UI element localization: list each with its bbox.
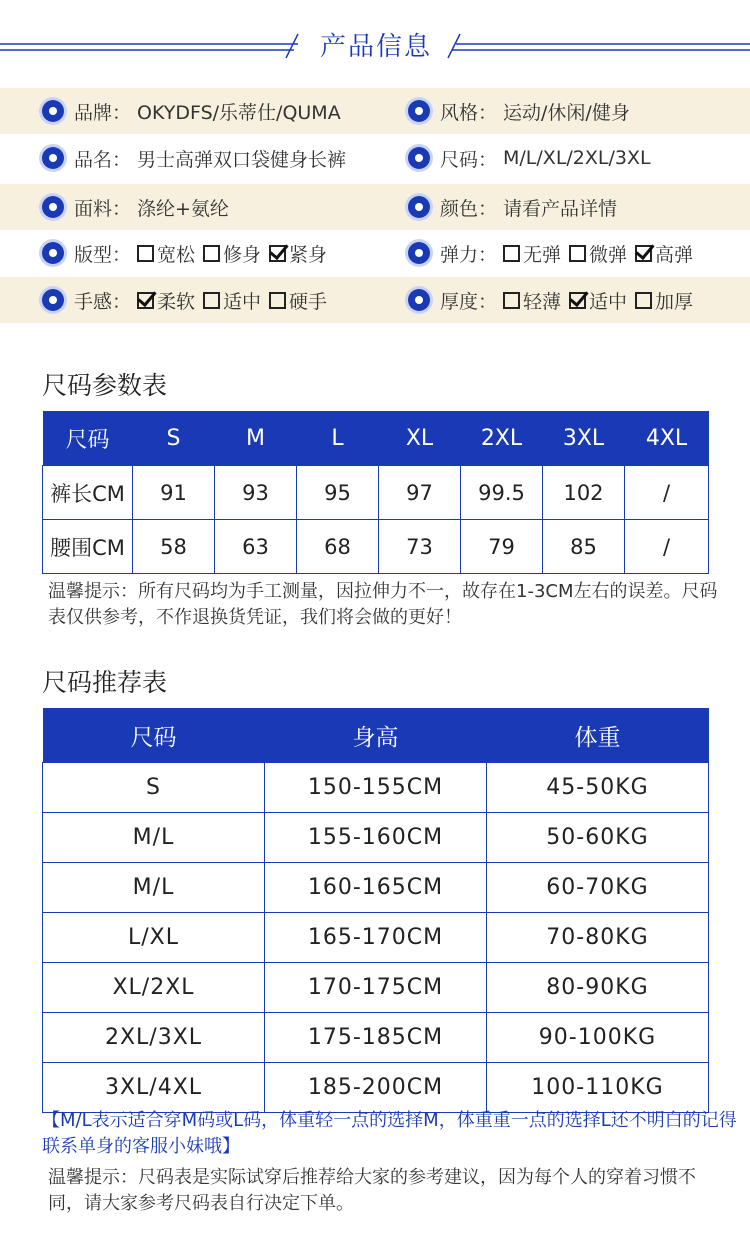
table-cell: 185-200CM — [265, 1063, 487, 1113]
recommend-table — [42, 708, 709, 1113]
table-header-cell: 尺码 — [43, 708, 265, 763]
table-cell: 45-50KG — [487, 763, 709, 813]
bullet-icon — [42, 196, 64, 218]
option-loose — [137, 240, 195, 267]
checkbox-icon — [569, 245, 586, 262]
table-cell: 80-90KG — [487, 963, 709, 1013]
option-label: 适中 — [589, 290, 628, 313]
option-soft — [137, 287, 195, 314]
option-medium — [203, 287, 261, 314]
bullet-icon — [408, 289, 430, 311]
table-row — [43, 913, 709, 963]
attribute-fabric — [42, 184, 229, 230]
bullet-icon — [42, 242, 64, 264]
size-explanation-note: 【M/L表示适合穿M码或L码，体重轻一点的选择M，体重重一点的选择L还不明白的记得联系单身的客服小妹哦】 — [42, 1110, 737, 1157]
attribute-hand-feel — [42, 277, 335, 323]
table-cell: 79 — [461, 520, 543, 574]
table-cell: 160-165CM — [265, 863, 487, 913]
attribute-product-name — [42, 135, 346, 181]
checkbox-icon — [635, 245, 652, 262]
table-cell: 175-185CM — [265, 1013, 487, 1063]
attribute-label: 风格： — [440, 101, 498, 124]
option-label: 加厚 — [655, 290, 694, 313]
table-cell: L/XL — [43, 913, 265, 963]
attribute-elasticity — [408, 230, 701, 276]
table-cell: 73 — [379, 520, 461, 574]
table-cell: 165-170CM — [265, 913, 487, 963]
bullet-icon — [42, 147, 64, 169]
option-high-stretch — [635, 240, 693, 267]
table-header-cell: 身高 — [265, 708, 487, 763]
table-header-row — [43, 411, 709, 466]
option-thin — [503, 287, 561, 314]
bullet-icon — [42, 100, 64, 122]
option-slight-stretch — [569, 240, 627, 267]
attribute-size — [408, 135, 651, 181]
checkbox-icon — [635, 292, 652, 309]
size-table-note: 温馨提示：所有尺码均为手工测量，因拉伸力不一，故存在1-3CM左右的误差。尺码表仅供参考，不作退换货凭证，我们将会做的更好！ — [48, 581, 718, 628]
recommend-table-note: 温馨提示：尺码表是实际试穿后推荐给大家的参考建议，因为每个人的穿着习惯不同，请大家参考尺码表自行决定下单。 — [48, 1167, 696, 1214]
size-table-title: 尺码参数表 — [42, 371, 168, 400]
attribute-label: 面料： — [74, 197, 132, 220]
attribute-style — [408, 88, 630, 134]
table-row — [43, 813, 709, 863]
table-cell: 95 — [297, 466, 379, 520]
checkbox-icon — [503, 292, 520, 309]
checkbox-icon — [569, 292, 586, 309]
table-header-cell: 尺码 — [43, 411, 133, 466]
table-cell: 99.5 — [461, 466, 543, 520]
table-row — [43, 1063, 709, 1113]
table-row — [43, 863, 709, 913]
option-stiff — [269, 287, 327, 314]
attribute-label: 弹力： — [440, 243, 498, 266]
bullet-icon — [408, 147, 430, 169]
option-label: 高弹 — [655, 243, 694, 266]
recommend-table-title: 尺码推荐表 — [42, 668, 168, 697]
section-header — [0, 0, 750, 80]
bullet-icon — [408, 100, 430, 122]
attribute-row — [0, 184, 750, 230]
table-cell: / — [625, 520, 709, 574]
table-header-cell: 体重 — [487, 708, 709, 763]
attribute-label: 手感： — [74, 290, 132, 313]
table-cell: 100-110KG — [487, 1063, 709, 1113]
option-label: 适中 — [223, 290, 262, 313]
table-cell: 60-70KG — [487, 863, 709, 913]
table-cell: 150-155CM — [265, 763, 487, 813]
checkbox-icon — [203, 292, 220, 309]
option-label: 微弹 — [589, 243, 628, 266]
table-cell: 155-160CM — [265, 813, 487, 863]
option-label: 宽松 — [157, 243, 196, 266]
attribute-brand — [42, 88, 341, 134]
table-cell: 3XL/4XL — [43, 1063, 265, 1113]
table-row — [43, 466, 709, 520]
option-label: 轻薄 — [523, 290, 562, 313]
checkbox-icon — [137, 292, 154, 309]
attribute-thickness — [408, 277, 701, 323]
checkbox-row — [0, 277, 750, 323]
checkbox-row — [0, 230, 750, 276]
table-cell: 裤长CM — [43, 466, 133, 520]
table-header-cell: L — [297, 411, 379, 466]
option-label: 柔软 — [157, 290, 196, 313]
bullet-icon — [42, 289, 64, 311]
option-label: 紧身 — [289, 243, 328, 266]
table-row — [43, 520, 709, 574]
table-row — [43, 763, 709, 813]
attribute-color — [408, 184, 617, 230]
option-thick — [635, 287, 693, 314]
table-header-cell: M — [215, 411, 297, 466]
attribute-label: 尺码： — [440, 148, 498, 171]
attribute-value: 男士高弹双口袋健身长裤 — [137, 148, 347, 171]
table-cell: 腰围CM — [43, 520, 133, 574]
table-cell: M/L — [43, 863, 265, 913]
bullet-icon — [408, 196, 430, 218]
table-cell: 2XL/3XL — [43, 1013, 265, 1063]
table-cell: 70-80KG — [487, 913, 709, 963]
table-cell: 63 — [215, 520, 297, 574]
table-cell: 93 — [215, 466, 297, 520]
table-cell: / — [625, 466, 709, 520]
option-slim — [203, 240, 261, 267]
table-header-cell: 4XL — [625, 411, 709, 466]
attribute-label: 品名： — [74, 148, 132, 171]
attribute-value: M/L/XL/2XL/3XL — [503, 147, 651, 169]
attribute-row — [0, 88, 750, 134]
attribute-value: 运动/休闲/健身 — [503, 101, 630, 124]
option-moderate — [569, 287, 627, 314]
table-cell: XL/2XL — [43, 963, 265, 1013]
table-cell: 102 — [543, 466, 625, 520]
table-cell: 50-60KG — [487, 813, 709, 863]
table-header-cell: S — [133, 411, 215, 466]
table-cell: 97 — [379, 466, 461, 520]
table-cell: 58 — [133, 520, 215, 574]
table-cell: 90-100KG — [487, 1013, 709, 1063]
table-header-cell: 3XL — [543, 411, 625, 466]
attribute-fit — [42, 230, 335, 276]
checkbox-icon — [269, 292, 286, 309]
attribute-row — [0, 135, 750, 181]
attribute-value: OKYDFS/乐蒂仕/QUMA — [137, 101, 341, 124]
checkbox-icon — [203, 245, 220, 262]
attribute-label: 颜色： — [440, 197, 498, 220]
attribute-label: 厚度： — [440, 290, 498, 313]
option-label: 修身 — [223, 243, 262, 266]
attribute-label: 版型： — [74, 243, 132, 266]
table-header-cell: 2XL — [461, 411, 543, 466]
bullet-icon — [408, 242, 430, 264]
attribute-value: 请看产品详情 — [503, 197, 618, 220]
checkbox-icon — [137, 245, 154, 262]
attribute-label: 品牌： — [74, 101, 132, 124]
page-title: 产品信息 — [319, 32, 432, 62]
table-cell: M/L — [43, 813, 265, 863]
table-header-cell: XL — [379, 411, 461, 466]
table-row — [43, 963, 709, 1013]
table-header-row — [43, 708, 709, 763]
option-no-stretch — [503, 240, 561, 267]
option-label: 无弹 — [523, 243, 562, 266]
checkbox-icon — [503, 245, 520, 262]
option-label: 硬手 — [289, 290, 328, 313]
table-row — [43, 1013, 709, 1063]
table-cell: 91 — [133, 466, 215, 520]
option-tight — [269, 240, 327, 267]
table-cell: S — [43, 763, 265, 813]
table-cell: 85 — [543, 520, 625, 574]
checkbox-icon — [269, 245, 286, 262]
attribute-value: 涤纶+氨纶 — [137, 197, 229, 220]
size-table — [42, 411, 709, 574]
table-cell: 170-175CM — [265, 963, 487, 1013]
table-cell: 68 — [297, 520, 379, 574]
